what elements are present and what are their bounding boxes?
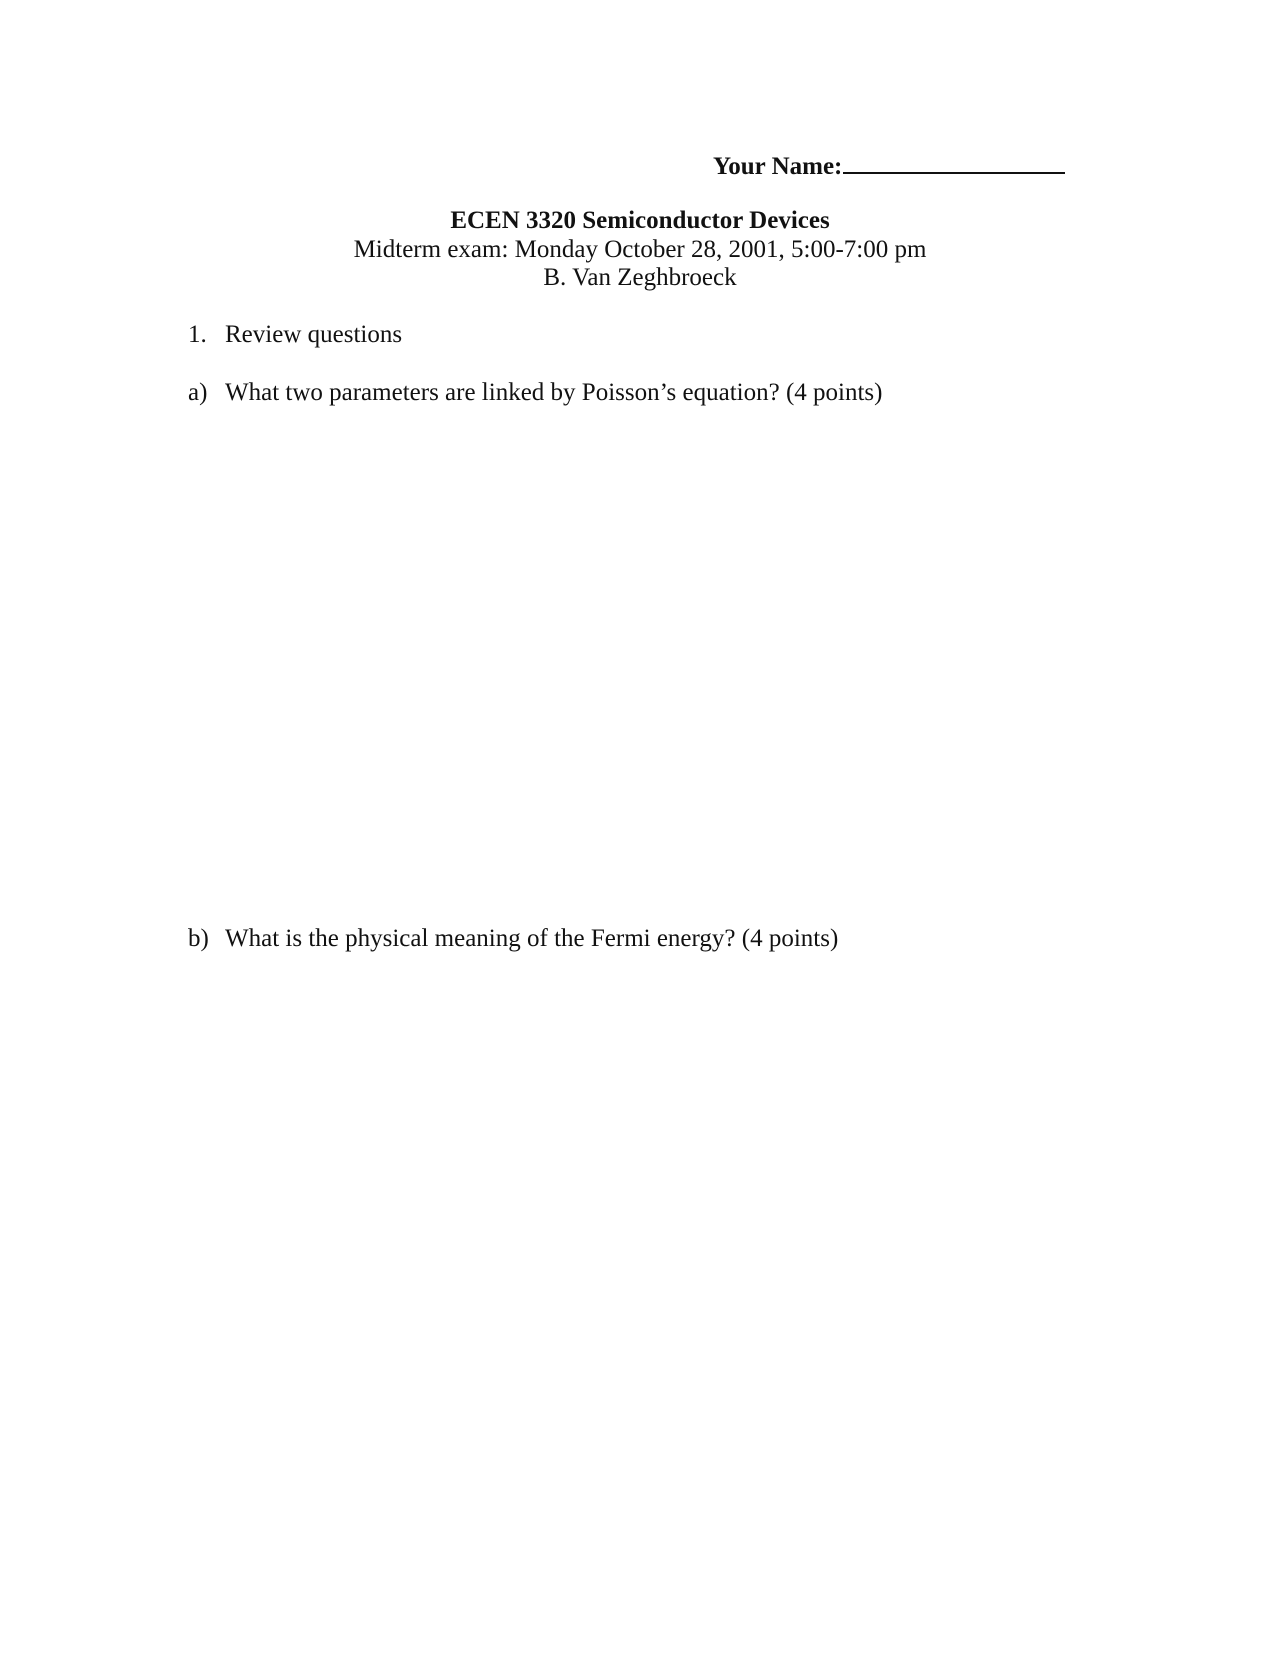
instructor-name: B. Van Zeghbroeck (543, 264, 737, 291)
name-blank-line (843, 148, 1065, 174)
course-title: ECEN 3320 Semiconductor Devices (450, 207, 830, 234)
question-text: What two parameters are linked by Poisson’s equation? (4 points) (225, 379, 883, 406)
name-field (713, 148, 1065, 181)
question-marker: b) (188, 925, 209, 952)
section-heading (188, 321, 402, 349)
exam-header (0, 207, 1280, 293)
section-number: 1. (188, 321, 207, 348)
exam-info: Midterm exam: Monday October 28, 2001, 5:00-7:00 pm (353, 235, 927, 263)
section-title: Review questions (225, 321, 403, 348)
question-marker: a) (188, 379, 208, 406)
question-a (188, 379, 882, 407)
question-text: What is the physical meaning of the Fermi energy? (4 points) (225, 925, 839, 952)
question-b (188, 925, 838, 953)
name-label: Your Name: (713, 153, 843, 180)
